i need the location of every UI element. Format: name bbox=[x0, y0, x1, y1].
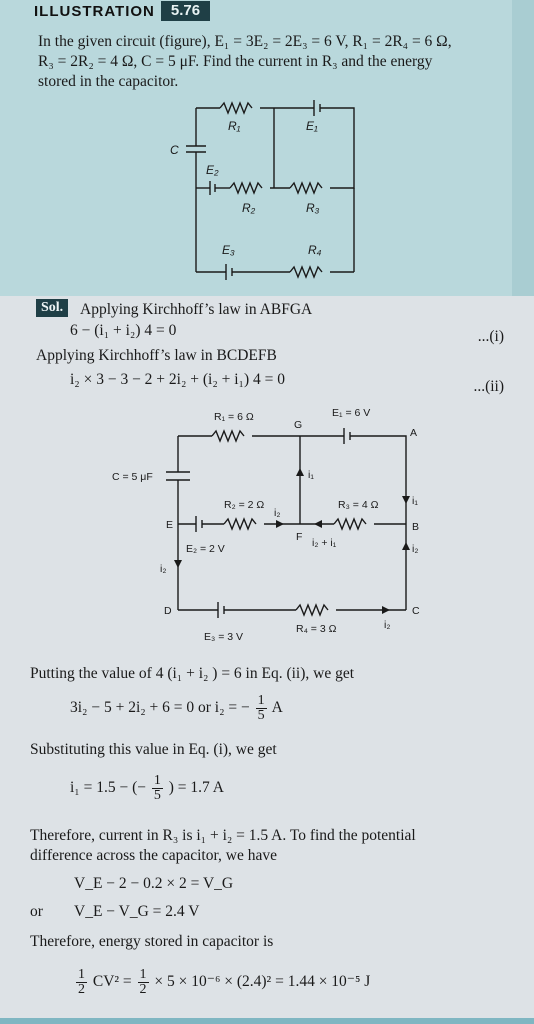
fraction-denominator: 5 bbox=[257, 708, 265, 723]
label-c: C bbox=[170, 143, 179, 157]
capacitor2-c bbox=[166, 472, 190, 480]
label-r4: R₄ bbox=[308, 243, 322, 257]
label2-d: D bbox=[164, 605, 172, 617]
half-denominator: 2 bbox=[78, 982, 85, 997]
equation-7-right: × 5 × 10⁻⁶ × (2.4)² = 1.44 × 10⁻⁵ J bbox=[154, 973, 371, 991]
label2-i2-right: i₂ bbox=[412, 543, 419, 555]
label2-r2: R₂ = 2 Ω bbox=[224, 499, 265, 511]
illustration-number: 5.76 bbox=[161, 1, 210, 21]
solution-line-1: Applying Kirchhoff’s law in ABFGA bbox=[80, 301, 313, 318]
label-r1: R₁ bbox=[228, 119, 241, 133]
label2-i2-mid: i₂ bbox=[274, 507, 281, 519]
equation-7 bbox=[74, 968, 370, 997]
equation-6: V_E − V_G = 2.4 V bbox=[74, 903, 200, 920]
putting-line: Putting the value of 4 (i₁ + i₂ ) = 6 in Eq. (ii), we get bbox=[30, 665, 355, 682]
equation-2: i₂ × 3 − 3 − 2 + 2i₂ + (i₂ + i₁) 4 = 0 bbox=[70, 371, 285, 388]
label2-r3: R₃ = 4 Ω bbox=[338, 499, 379, 511]
label2-e3: E₃ = 3 V bbox=[204, 631, 244, 643]
solution-badge: Sol. bbox=[36, 299, 68, 317]
arrow-i2-right bbox=[276, 520, 284, 528]
fraction-half-2 bbox=[138, 968, 149, 997]
wire-top-right bbox=[320, 108, 354, 174]
fraction-numerator-2: 1 bbox=[153, 773, 161, 788]
substituting-line: Substituting this value in Eq. (i), we get bbox=[30, 741, 277, 758]
arrow-i2-up bbox=[402, 542, 410, 550]
label2-g: G bbox=[294, 419, 303, 431]
label-r2: R₂ bbox=[242, 201, 256, 215]
equation-7-mid: CV² = bbox=[92, 973, 132, 991]
illustration-label: ILLUSTRATION bbox=[34, 2, 155, 20]
illustration-header bbox=[0, 0, 210, 22]
equation-3-left: 3i₂ − 5 + 2i₂ + 6 = 0 or i₂ = − bbox=[70, 699, 250, 717]
label2-f: F bbox=[296, 531, 303, 543]
problem-line-3: stored in the capacitor. bbox=[38, 73, 179, 90]
equation-3 bbox=[70, 694, 283, 723]
half-numerator: 1 bbox=[78, 967, 85, 982]
current-line-2: difference across the capacitor, we have bbox=[30, 847, 277, 864]
half-numerator-2: 1 bbox=[139, 967, 147, 982]
equation-3-unit: A bbox=[271, 699, 283, 717]
label2-c-node: C bbox=[412, 605, 420, 617]
or-word: or bbox=[30, 903, 43, 920]
resistor2-r3 bbox=[334, 519, 366, 529]
label2-i1-right: i₁ bbox=[412, 495, 418, 507]
resistor-r4 bbox=[290, 267, 322, 277]
resistor-r1 bbox=[220, 103, 252, 113]
resistor-r2 bbox=[230, 183, 262, 193]
equation-1-tag: ...(i) bbox=[477, 328, 504, 345]
resistor2-r2 bbox=[224, 519, 256, 529]
solution-circuit-figure bbox=[100, 400, 440, 648]
label2-i2i1: i₂ + i₁ bbox=[312, 537, 337, 549]
resistor2-r4 bbox=[296, 605, 328, 615]
equation-5: V_E − 2 − 0.2 × 2 = V_G bbox=[74, 875, 234, 892]
equation-4-right: ) = 1.7 A bbox=[168, 779, 224, 797]
label2-r4: R₄ = 3 Ω bbox=[296, 623, 337, 635]
fraction-denominator-2: 5 bbox=[153, 788, 161, 803]
solution-line-2: Applying Kirchhoff’s law in BCDEFB bbox=[36, 347, 277, 364]
problem-line-2: R₃ = 2R₂ = 4 Ω, C = 5 μF. Find the current in R₃ and the energy bbox=[38, 53, 433, 70]
page-bottom-band bbox=[0, 1018, 534, 1024]
label-r3: R₃ bbox=[306, 201, 320, 215]
label2-a: A bbox=[410, 427, 418, 439]
equation-4 bbox=[70, 774, 224, 803]
capacitor-c bbox=[186, 146, 206, 152]
current-line-1: Therefore, current in R₃ is i₁ + i₂ = 1.5 A. To find the potential bbox=[30, 827, 416, 844]
energy-line: Therefore, energy stored in capacitor is bbox=[30, 933, 274, 950]
label2-e2: E₂ = 2 V bbox=[186, 543, 225, 555]
label2-b: B bbox=[412, 521, 420, 533]
half-denominator-2: 2 bbox=[139, 982, 147, 997]
label-e2: E₂ bbox=[206, 163, 219, 177]
arrow-i1-up bbox=[296, 468, 304, 476]
label-e3: E₃ bbox=[222, 243, 235, 257]
equation-1: 6 − (i₁ + i₂) 4 = 0 bbox=[70, 322, 177, 339]
label2-i2-left: i₂ bbox=[160, 563, 167, 575]
problem-line-1: In the given circuit (figure), E₁ = 3E₂ = 2E₃ = 6 V, R₁ = 2R₄ = 6 Ω, bbox=[38, 33, 452, 50]
page-edge-shade bbox=[512, 0, 534, 296]
resistor2-r1 bbox=[212, 431, 244, 441]
arrow-i1-down bbox=[402, 496, 410, 504]
equation-4-left: i₁ = 1.5 − (− bbox=[70, 779, 146, 797]
fraction-numerator: 1 bbox=[257, 693, 265, 708]
label2-e1: E₁ = 6 V bbox=[332, 407, 371, 419]
arrow-i2-down bbox=[174, 560, 182, 568]
label2-r1: R₁ = 6 Ω bbox=[214, 411, 254, 423]
problem-circuit-figure bbox=[150, 96, 370, 286]
label2-c: C = 5 μF bbox=[112, 471, 153, 483]
resistor-r3 bbox=[290, 183, 322, 193]
label-e1: E₁ bbox=[306, 119, 318, 133]
label2-e: E bbox=[166, 519, 174, 531]
label2-i1-top: i₁ bbox=[308, 469, 314, 481]
label2-i2-bottom: i₂ bbox=[384, 619, 391, 631]
equation-2-tag: ...(ii) bbox=[473, 378, 504, 395]
fraction-one-fifth-2 bbox=[152, 774, 163, 803]
fraction-half bbox=[76, 968, 87, 997]
fraction-one-fifth bbox=[256, 694, 267, 723]
arrow-i2i1-left bbox=[314, 520, 322, 528]
arrow-i2-bottom bbox=[382, 606, 390, 614]
wire-r3-right bbox=[330, 174, 354, 188]
